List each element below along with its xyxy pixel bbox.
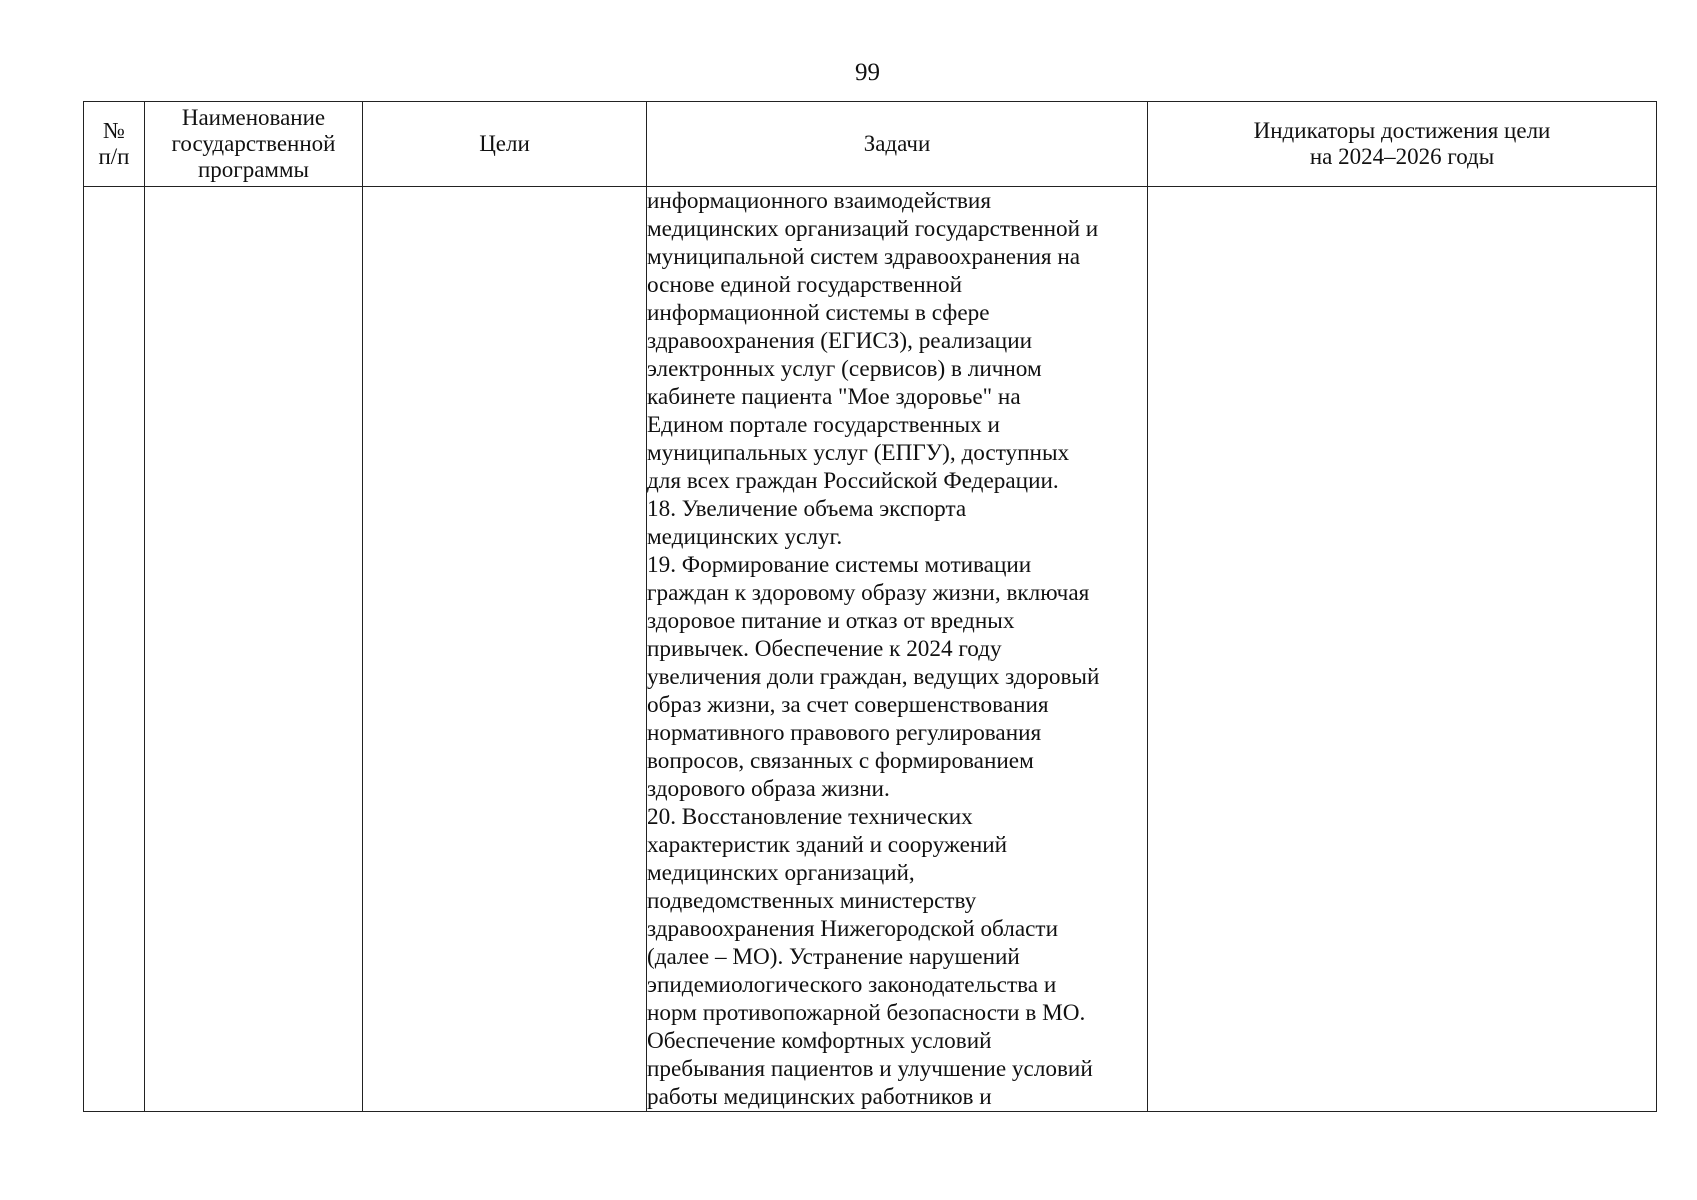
tasks-line: муниципальной систем здравоохранения на bbox=[647, 244, 1081, 270]
header-tasks: Задачи bbox=[647, 102, 1148, 187]
tasks-line: граждан к здоровому образу жизни, включая bbox=[647, 580, 1090, 606]
tasks-line: вопросов, связанных с формированием bbox=[647, 748, 1034, 774]
tasks-line: здорового образа жизни. bbox=[647, 776, 890, 802]
header-program-line-1: Наименование bbox=[181, 105, 326, 130]
tasks-line: (далее – МО). Устранение нарушений bbox=[647, 944, 1020, 970]
tasks-line: нормативного правового регулирования bbox=[647, 720, 1042, 746]
tasks-line: 18. Увеличение объема экспорта bbox=[647, 496, 967, 522]
tasks-text bbox=[647, 187, 1147, 1111]
tasks-line: электронных услуг (сервисов) в личном bbox=[647, 356, 1042, 382]
header-num-line-1: № bbox=[103, 118, 125, 143]
header-num bbox=[84, 102, 145, 187]
header-indicators bbox=[1148, 102, 1657, 187]
tasks-line: для всех граждан Российской Федерации. bbox=[647, 468, 1059, 494]
tasks-line: 19. Формирование системы мотивации bbox=[647, 552, 1032, 578]
tasks-line: характеристик зданий и сооружений bbox=[647, 832, 1008, 858]
tasks-line: информационного взаимодействия bbox=[647, 188, 991, 214]
cell-program bbox=[145, 187, 363, 1112]
tasks-line: Обеспечение комфортных условий bbox=[647, 1028, 992, 1054]
tasks-line: образ жизни, за счет совершенствования bbox=[647, 692, 1049, 718]
header-goals: Цели bbox=[363, 102, 647, 187]
tasks-line: муниципальных услуг (ЕПГУ), доступных bbox=[647, 440, 1070, 466]
program-table bbox=[83, 101, 1657, 1112]
header-program bbox=[145, 102, 363, 187]
tasks-line: здравоохранения Нижегородской области bbox=[647, 916, 1058, 942]
header-program-line-3: программы bbox=[197, 157, 309, 182]
tasks-line: работы медицинских работников и bbox=[647, 1084, 992, 1110]
tasks-line: медицинских организаций, bbox=[647, 860, 915, 886]
header-program-line-2: государственной bbox=[171, 131, 336, 156]
tasks-line: основе единой государственной bbox=[647, 272, 963, 298]
tasks-line: информационной системы в сфере bbox=[647, 300, 990, 326]
table-row bbox=[84, 187, 1657, 1112]
header-indicators-line-2: на 2024–2026 годы bbox=[1309, 144, 1495, 169]
header-indicators-line-1: Индикаторы достижения цели bbox=[1253, 118, 1551, 143]
tasks-line: здравоохранения (ЕГИСЗ), реализации bbox=[647, 328, 1033, 354]
cell-indicators bbox=[1148, 187, 1657, 1112]
tasks-line: подведомственных министерству bbox=[647, 888, 977, 914]
cell-num bbox=[84, 187, 145, 1112]
tasks-line: медицинских организаций государственной и bbox=[647, 216, 1099, 242]
tasks-line: медицинских услуг. bbox=[647, 524, 843, 550]
tasks-line: норм противопожарной безопасности в МО. bbox=[647, 1000, 1086, 1026]
page-number: 99 bbox=[855, 59, 880, 86]
tasks-line: кабинете пациента "Мое здоровье" на bbox=[647, 384, 1021, 410]
table-header-row bbox=[84, 102, 1657, 187]
tasks-line: привычек. Обеспечение к 2024 году bbox=[647, 636, 1002, 662]
tasks-line: эпидемиологического законодательства и bbox=[647, 972, 1057, 998]
tasks-line: Едином портале государственных и bbox=[647, 412, 1000, 438]
header-num-line-2: п/п bbox=[98, 144, 130, 169]
cell-goals bbox=[363, 187, 647, 1112]
cell-tasks bbox=[647, 187, 1148, 1112]
tasks-line: увеличения доли граждан, ведущих здоровый bbox=[647, 664, 1100, 690]
tasks-line: 20. Восстановление технических bbox=[647, 804, 973, 830]
tasks-line: здоровое питание и отказ от вредных bbox=[647, 608, 1015, 634]
tasks-line: пребывания пациентов и улучшение условий bbox=[647, 1056, 1093, 1082]
